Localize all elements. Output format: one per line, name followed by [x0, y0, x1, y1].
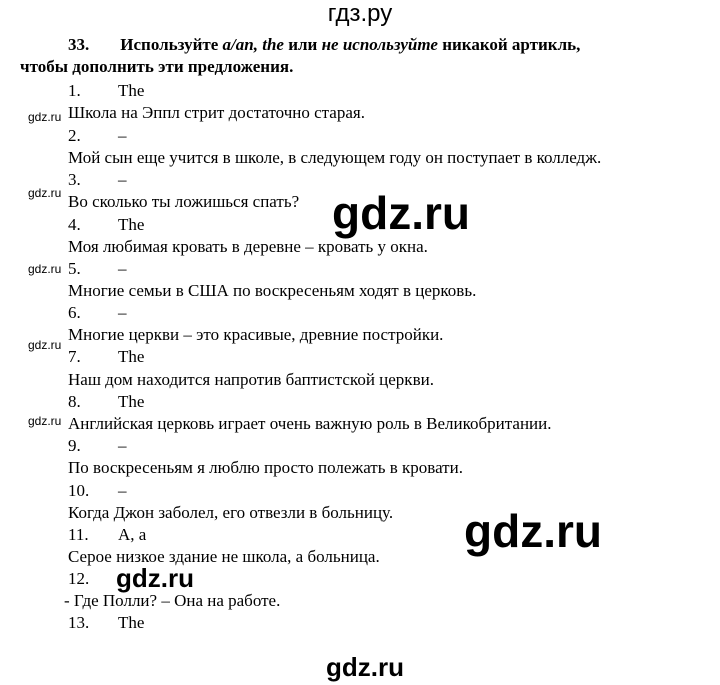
- answer-article: –: [118, 126, 127, 145]
- answer-article: A, a: [118, 525, 147, 544]
- task-a-an: a/an,: [222, 35, 258, 54]
- watermark-small: gdz.ru: [28, 338, 62, 352]
- answer-number: 3.: [68, 170, 81, 189]
- answer-number: 11.: [68, 525, 89, 544]
- answer-number-line: [68, 346, 144, 368]
- answer-number: 4.: [68, 215, 81, 234]
- answer-number-line: [68, 302, 127, 324]
- watermark-medium: gdz.ru: [116, 563, 194, 593]
- answer-article: The: [118, 215, 145, 234]
- site-header: гдз.ру: [327, 0, 393, 27]
- answer-article: The: [118, 81, 145, 100]
- answer-article: The: [118, 347, 145, 366]
- answer-number: 12.: [68, 569, 90, 588]
- answer-article: –: [118, 436, 127, 455]
- watermark-small: gdz.ru: [28, 414, 62, 428]
- answer-sentence: Многие семьи в США по воскресеньям ходят в церковь.: [68, 281, 477, 300]
- answer-number: 8.: [68, 392, 81, 411]
- task-the: the: [262, 35, 284, 54]
- answer-number-line: [68, 568, 118, 590]
- answer-sentence: По воскресеньям я люблю просто полежать в кровати.: [68, 458, 463, 477]
- answer-sentence: Школа на Эппл стрит достаточно старая.: [68, 103, 365, 122]
- answer-sentence: Моя любимая кровать в деревне – кровать у окна.: [68, 237, 428, 256]
- answer-number: 13.: [68, 613, 90, 632]
- answer-sentence: Серое низкое здание не школа, а больница.: [68, 547, 380, 566]
- answer-number: 1.: [68, 81, 81, 100]
- answer-number-line: [68, 391, 144, 413]
- watermark-small: gdz.ru: [28, 262, 62, 276]
- answer-sentence: Наш дом находится напротив баптистской церкви.: [68, 370, 434, 389]
- answer-number-line: [68, 214, 144, 236]
- answer-number-line: [68, 480, 127, 502]
- answer-article: The: [118, 392, 145, 411]
- task-or: или: [288, 35, 318, 54]
- answer-number: 2.: [68, 126, 81, 145]
- answer-number-line: [68, 125, 127, 147]
- answer-article: –: [118, 303, 127, 322]
- task-heading: [20, 34, 710, 78]
- watermark-small: gdz.ru: [28, 186, 62, 200]
- answer-sentence: Мой сын еще учится в школе, в следующем году он поступает в колледж.: [68, 148, 602, 167]
- answer-article: –: [118, 259, 127, 278]
- answer-number: 10.: [68, 481, 90, 500]
- answer-number-line: [68, 612, 144, 634]
- answer-number: 6.: [68, 303, 81, 322]
- answer-number: 5.: [68, 259, 81, 278]
- answer-number-line: [68, 524, 146, 546]
- answer-number-line: [68, 80, 144, 102]
- task-line2: чтобы дополнить эти предложения.: [20, 57, 294, 76]
- task-text-before: Используйте: [120, 35, 219, 54]
- watermark-large: gdz.ru: [464, 505, 602, 557]
- answer-article: –: [118, 170, 127, 189]
- answer-number: 9.: [68, 436, 81, 455]
- task-dont-use: не используйте: [321, 35, 438, 54]
- answer-number-line: [68, 258, 127, 280]
- watermark-small: gdz.ru: [28, 110, 62, 124]
- answer-article: The: [118, 613, 145, 632]
- answer-sentence: - Где Полли? – Она на работе.: [64, 591, 281, 610]
- task-number: 33.: [68, 35, 90, 54]
- answer-sentence: Когда Джон заболел, его отвезли в больницу.: [68, 503, 394, 522]
- answer-number-line: [68, 435, 127, 457]
- answer-sentence: Многие церкви – это красивые, древние постройки.: [68, 325, 444, 344]
- task-text-after: никакой артикль,: [442, 35, 581, 54]
- watermark-medium: gdz.ru: [326, 652, 404, 682]
- answer-number: 7.: [68, 347, 81, 366]
- answer-number-line: [68, 169, 127, 191]
- answer-sentence: Во сколько ты ложишься спать?: [68, 192, 300, 211]
- answer-article: –: [118, 481, 127, 500]
- watermark-large: gdz.ru: [332, 187, 470, 239]
- answer-sentence: Английская церковь играет очень важную роль в Великобритании.: [68, 414, 552, 433]
